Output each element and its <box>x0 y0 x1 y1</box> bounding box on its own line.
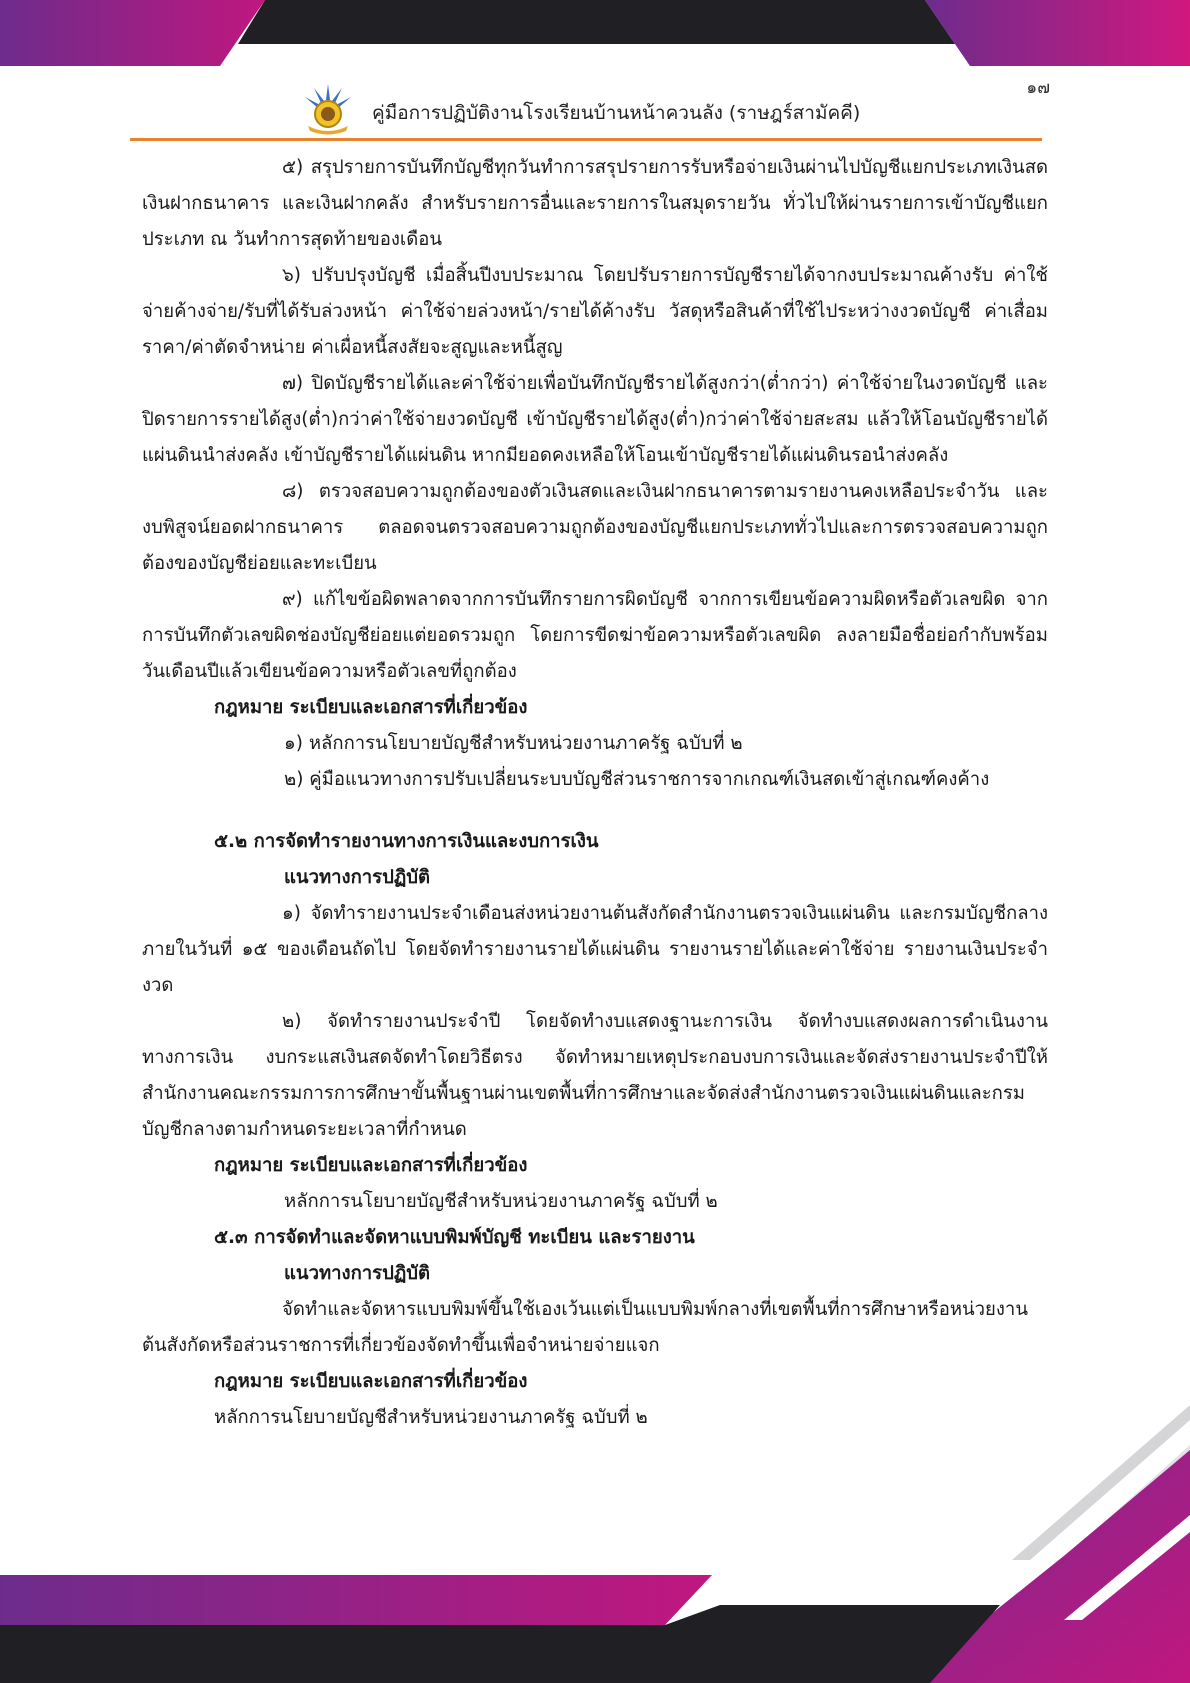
section-spacer <box>142 798 1048 824</box>
guideline-heading: แนวทางการปฏิบัติ <box>284 867 431 888</box>
top-right-band <box>925 0 1190 66</box>
paragraph-item-9: ๙) แก้ไขข้อผิดพลาดจากการบันทึกรายการผิดบัญชี จากการเขียนข้อความผิดหรือตัวเลขผิด จากการบันทึกตัวเลขผิดช่องบัญชีย่อยแต่ยอดรวมถูก โดยการขีดฆ่าข้อความหรือตัวเลขผิด ลงลายมือชื่อย่อกำกับพร้อมวันเดือนปีแล้วเขียนข้อความหรือตัวเลขที่ถูกต้อง <box>142 589 1048 682</box>
paragraph-item-6: ๖) ปรับปรุงบัญชี เมื่อสิ้นปีงบประมาณ โดยปรับรายการบัญชีรายได้จากงบประมาณค้างรับ ค่าใช้จ่ายค้างจ่าย/รับที่ได้รับล่วงหน้า ค่าใช้จ่ายล่วงหน้า/รายได้ค้างรับ วัสดุหรือสินค้าที่ใช้ไประหว่างงวดบัญชี ค่าเสื่อมราคา/ค่าตัดจำหน่าย ค่าเผื่อหนี้สงสัยจะสูญและหนี้สูญ <box>142 265 1048 358</box>
paragraph-5-2-item-1: ๑) จัดทำรายงานประจำเดือนส่งหน่วยงานต้นสังกัดสำนักงานตรวจเงินแผ่นดิน และกรมบัญชีกลางภายในวันที่ ๑๕ ของเดือนถัดไป โดยจัดทำรายงานรายได้แผ่นดิน รายงานรายได้และค่าใช้จ่าย รายงานเงินประจำงวด <box>142 903 1048 996</box>
bottom-left-band <box>0 1575 712 1625</box>
law-heading: กฎหมาย ระเบียบและเอกสารที่เกี่ยวข้อง <box>214 697 528 718</box>
law-heading: กฎหมาย ระเบียบและเอกสารที่เกี่ยวข้อง <box>214 1371 528 1392</box>
section-heading-5-3: ๕.๓ การจัดทำและจัดหาแบบพิมพ์บัญชี ทะเบียน และรายงาน <box>214 1227 695 1248</box>
law-item: หลักการนโยบายบัญชีสำหรับหน่วยงานภาครัฐ ฉบับที่ ๒ <box>214 1407 648 1428</box>
paragraph-item-8: ๘) ตรวจสอบความถูกต้องของตัวเงินสดและเงินฝากธนาคารตามรายงานคงเหลือประจำวัน และงบพิสูจน์ยอดฝากธนาคาร ตลอดจนตรวจสอบความถูกต้องของบัญชีแยกประเภททั่วไปและการตรวจสอบความถูกต้องของบัญชีย่อยและทะเบียน <box>142 481 1048 574</box>
law-item: หลักการนโยบายบัญชีสำหรับหน่วยงานภาครัฐ ฉบับที่ ๒ <box>284 1191 718 1212</box>
top-dark-band <box>238 0 955 44</box>
law-item: ๑) หลักการนโยบายบัญชีสำหรับหน่วยงานภาครัฐ ฉบับที่ ๒ <box>284 733 743 754</box>
paragraph-5-2-item-2: ๒) จัดทำรายงานประจำปี โดยจัดทำงบแสดงฐานะการเงิน จัดทำงบแสดงผลการดำเนินงานทางการเงิน งบกระแสเงินสดจัดทำโดยวิธีตรง จัดทำหมายเหตุประกอบงบการเงินและจัดส่งรายงานประจำปีให้สำนักงานคณะกรรมการการศึกษาขั้นพื้นฐานผ่านเขตพื้นที่การศึกษาและจัดส่งสำนักงานตรวจเงินแผ่นดินและกรมบัญชีกลางตามกำหนดระยะเวลาที่กำหนด <box>142 1011 1048 1140</box>
law-item: ๒) คู่มือแนวทางการปรับเปลี่ยนระบบบัญชีส่วนราชการจากเกณฑ์เงินสดเข้าสู่เกณฑ์คงค้าง <box>284 769 990 790</box>
school-emblem-icon <box>300 80 356 140</box>
document-header-title: คู่มือการปฏิบัติงานโรงเรียนบ้านหน้าควนลัง (ราษฎร์สามัคคี) <box>372 102 861 124</box>
top-left-band <box>0 0 265 66</box>
paragraph-item-5: ๕) สรุปรายการบันทึกบัญชีทุกวันทำการสรุปรายการรับหรือจ่ายเงินผ่านไปบัญชีแยกประเภทเงินสด เงินฝากธนาคาร และเงินฝากคลัง สำหรับรายการอื่นและรายการในสมุดรายวัน ทั่วไปให้ผ่านรายการเข้าบัญชีแยกประเภท ณ วันทำการสุดท้ายของเดือน <box>142 157 1048 250</box>
header-divider <box>130 138 1042 141</box>
page-number: ๑๗ <box>1026 78 1050 98</box>
document-body <box>142 150 1048 1436</box>
paragraph-5-3-item-1: จัดทำและจัดหารแบบพิมพ์ขึ้นใช้เองเว้นแต่เป็นแบบพิมพ์กลางที่เขตพื้นที่การศึกษาหรือหน่วยงานต้นสังกัดหรือส่วนราชการที่เกี่ยวข้องจัดทำขึ้นเพื่อจำหน่ายจ่ายแจก <box>142 1299 1028 1356</box>
guideline-heading: แนวทางการปฏิบัติ <box>284 1263 431 1284</box>
law-heading: กฎหมาย ระเบียบและเอกสารที่เกี่ยวข้อง <box>214 1155 528 1176</box>
paragraph-item-7: ๗) ปิดบัญชีรายได้และค่าใช้จ่ายเพื่อบันทึกบัญชีรายได้สูงกว่า(ต่ำกว่า) ค่าใช้จ่ายในงวดบัญชี และปิดรายการรายได้สูง(ต่ำ)กว่าค่าใช้จ่ายงวดบัญชี เข้าบัญชีรายได้สูง(ต่ำ)กว่าค่าใช้จ่ายสะสม แล้วให้โอนบัญชีรายได้แผ่นดินนำส่งคลัง เข้าบัญชีรายได้แผ่นดิน หากมียอดคงเหลือให้โอนเข้าบัญชีรายได้แผ่นดินรอนำส่งคลัง <box>142 373 1048 466</box>
section-heading-5-2: ๕.๒ การจัดทำรายงานทางการเงินและงบการเงิน <box>214 831 599 852</box>
